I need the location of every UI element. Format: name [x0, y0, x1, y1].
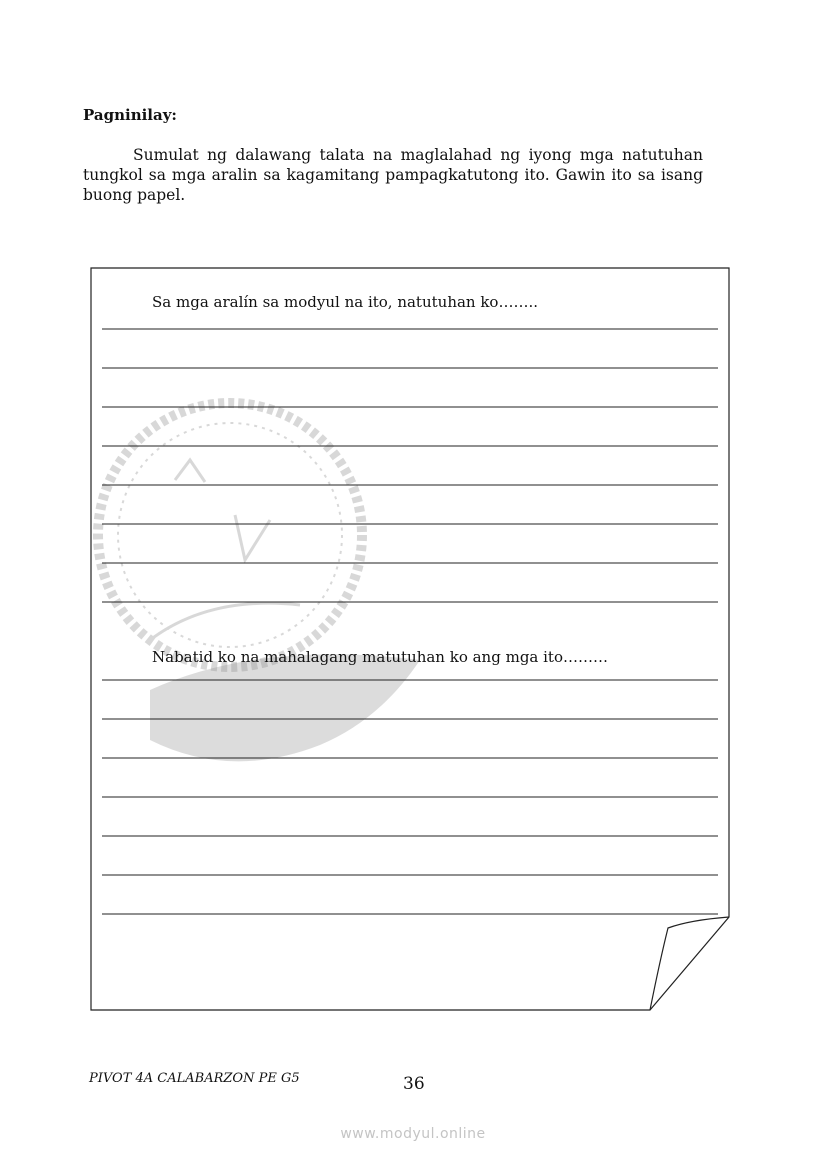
- sheet-outline: [91, 268, 729, 1010]
- writing-lines: [102, 329, 718, 914]
- page-number: 36: [403, 1074, 425, 1094]
- footer-course-label: PIVOT 4A CALABARZON PE G5: [89, 1071, 300, 1086]
- writing-prompt-important: Nabatid ko na mahalagang matutuhan ko ang mga ito………: [152, 648, 608, 666]
- stamp-smudge-icon: [150, 654, 420, 761]
- instructions-paragraph: Sumulat ng dalawang talata na maglalahad ng iyong mga natutuhan tungkol sa mga aralin sa kagamitang pampagkatutong ito. Gawin ito sa isang buong papel.: [83, 146, 703, 204]
- writing-prompt-learned: Sa mga aralín sa modyul na ito, natutuhan ko……..: [152, 293, 539, 311]
- seal-stamp-icon: [98, 403, 362, 667]
- section-heading: Pagninilay:: [83, 106, 177, 124]
- watermark-url: www.modyul.online: [340, 1126, 486, 1142]
